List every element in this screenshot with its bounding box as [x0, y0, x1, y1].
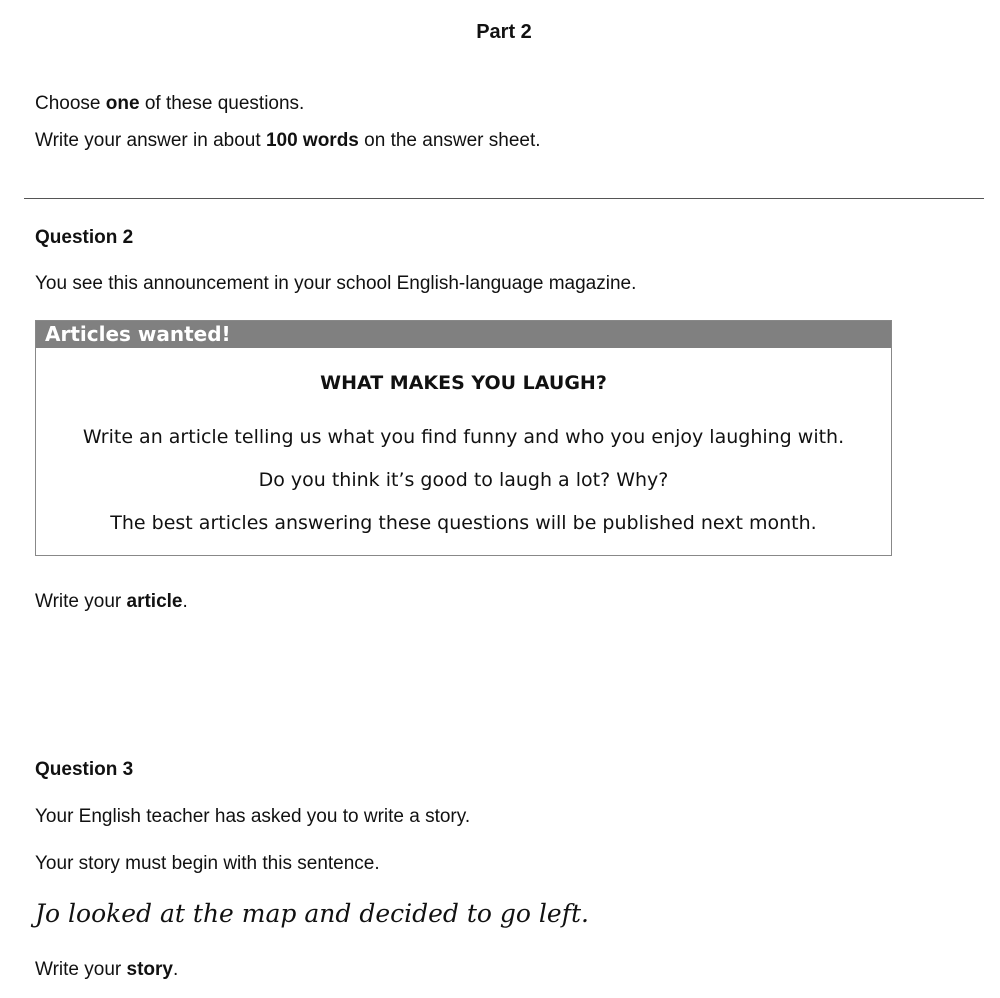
question-3-task-after: . — [172, 959, 179, 980]
announcement-line: Do you think it’s good to laugh a lot? Why? — [258, 469, 669, 491]
question-3-task — [35, 959, 178, 981]
question-3-title: Question 3 — [35, 759, 134, 780]
part-title: Part 2 — [476, 21, 532, 43]
instruction-word-count-bold: 100 words — [265, 130, 359, 151]
question-2-task-bold: article — [126, 591, 183, 612]
question-2-task — [35, 591, 188, 613]
announcement-line: Write an article telling us what you find funny and who you enjoy laughing with. — [82, 426, 845, 448]
question-2-task-before: Write your — [35, 591, 127, 612]
instruction-choose-after: of these questions. — [139, 93, 305, 114]
instruction-choose-bold: one — [105, 93, 140, 114]
question-3-task-bold: story — [126, 959, 173, 980]
question-3-task-before: Write your — [35, 959, 127, 980]
announcement-box — [35, 320, 892, 556]
instruction-word-count-after: on the answer sheet. — [358, 130, 541, 151]
announcement-line: The best articles answering these questions will be published next month. — [110, 512, 817, 534]
instruction-choose-before: Choose — [35, 93, 106, 114]
question-2-task-after: . — [182, 591, 188, 612]
instruction-word-count — [35, 130, 541, 152]
instruction-word-count-before: Write your answer in about — [35, 130, 266, 151]
instruction-choose — [35, 93, 304, 115]
announcement-header: Articles wanted! — [36, 321, 891, 348]
story-opening-sentence: Jo looked at the map and decided to go left. — [35, 899, 589, 928]
section-divider — [24, 198, 984, 199]
question-3-line-1: Your English teacher has asked you to write a story. — [35, 806, 471, 827]
announcement-heading: WHAT MAKES YOU LAUGH? — [320, 372, 607, 394]
question-3-line-2: Your story must begin with this sentence. — [35, 853, 380, 874]
question-2-intro: You see this announcement in your school English-language magazine. — [35, 273, 637, 294]
question-2-title: Question 2 — [35, 227, 134, 248]
